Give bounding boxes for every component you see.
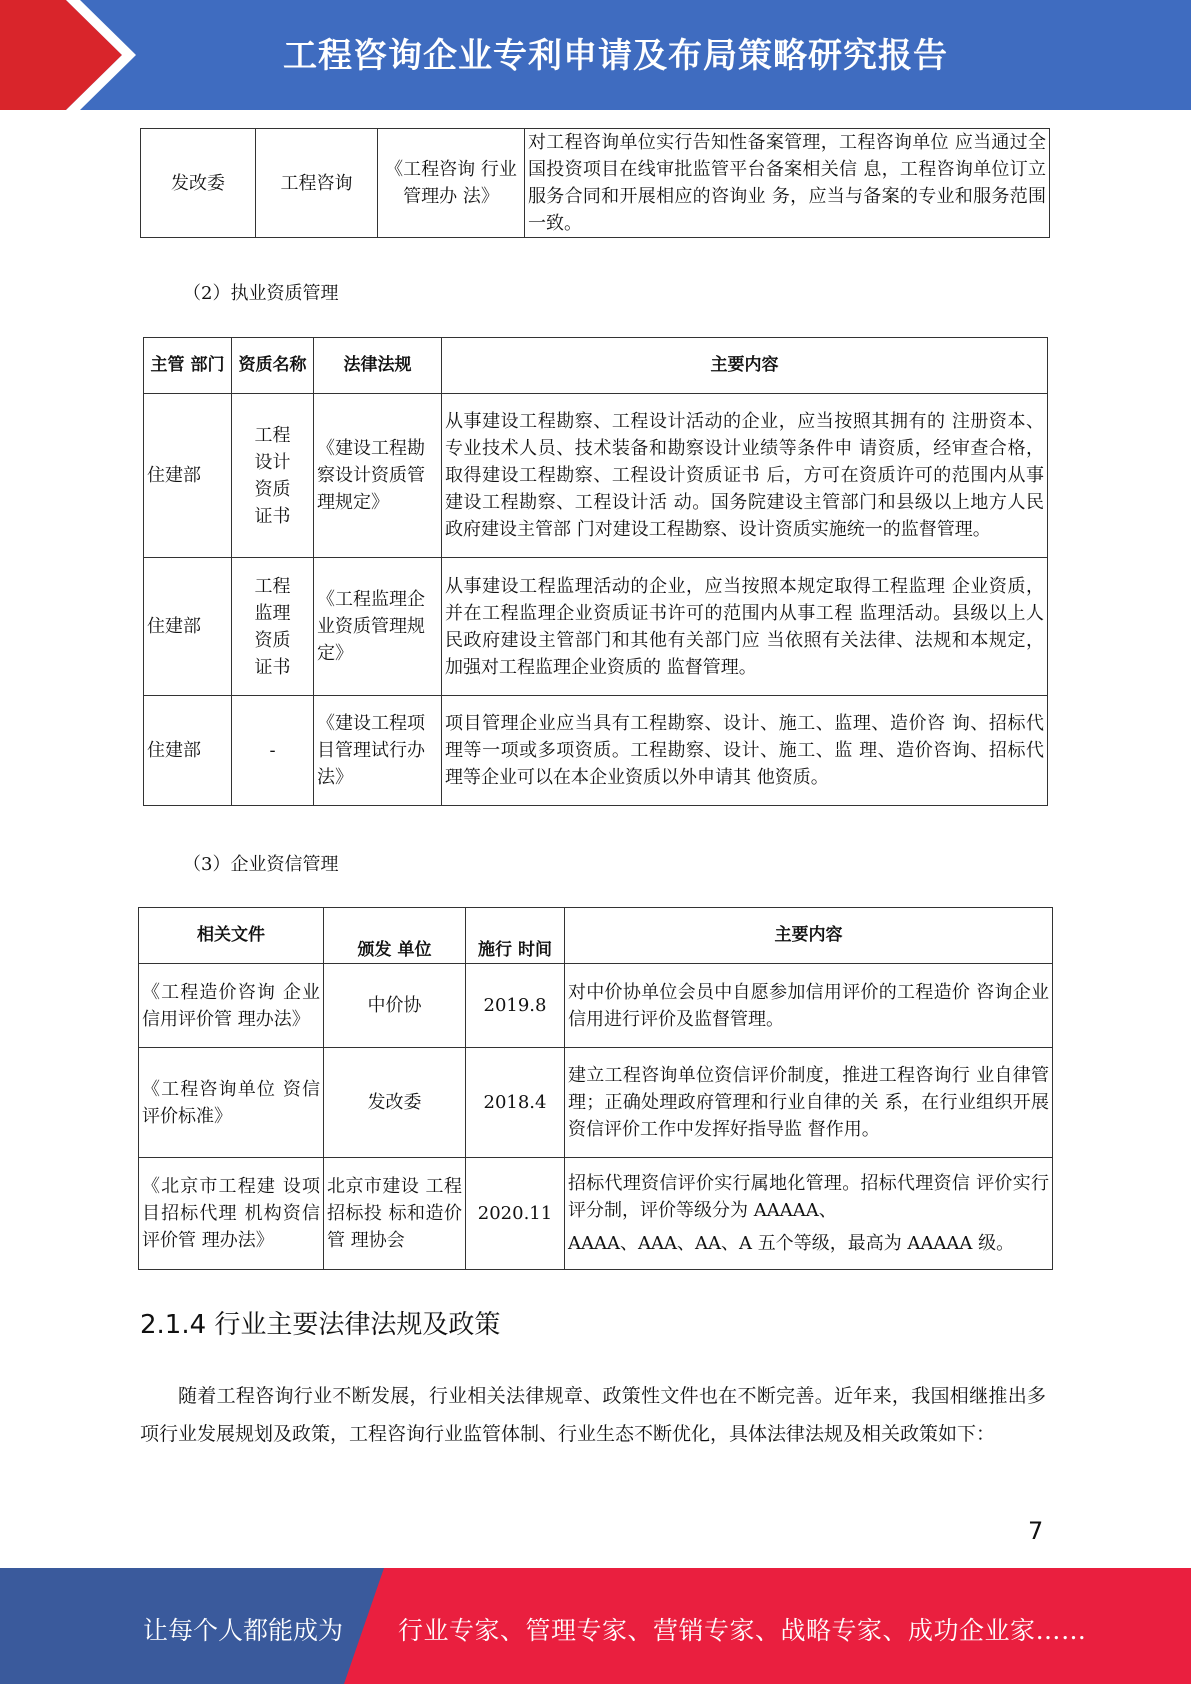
qualification-cell: 工程咨询 — [256, 129, 378, 238]
footer-slogan-left: 让每个人都能成为 — [143, 1616, 344, 1645]
content-cell: 建立工程咨询单位资信评价制度，推进工程咨询行 业自律管理；正确处理政府管理和行业自律的关 系，在行业组织开展资信评价工作中发挥好指导监 督作用。 — [565, 1048, 1053, 1158]
table-row — [141, 129, 1050, 238]
header-dept: 主管 部门 — [144, 338, 232, 394]
issuer-cell: 发改委 — [324, 1048, 466, 1158]
header-date: 施行 时间 — [466, 908, 565, 964]
content-cell: 从事建设工程监理活动的企业，应当按照本规定取得工程监理 企业资质，并在工程监理企业资质证书许可的范围内从事工程 监理活动。县级以上人民政府建设主管部门和其他有关部门应 当依照有关法律、法规和本规定，加强对工程监理企业资质的 监督管理。 — [442, 558, 1048, 696]
header-document: 相关文件 — [139, 908, 324, 964]
page-number: 7 — [1028, 1517, 1044, 1545]
law-cell: 《建设工程勘察设计资质管理规定》 — [314, 394, 442, 558]
date-cell: 2018.4 — [466, 1048, 565, 1158]
header-law: 法律法规 — [314, 338, 442, 394]
section-heading: 2.1.4 行业主要法律法规及政策 — [140, 1310, 501, 1340]
header-qualification: 资质名称 — [232, 338, 314, 394]
section-label-credit: （3）企业资信管理 — [183, 854, 339, 875]
table-header-row — [139, 908, 1053, 964]
table-row — [139, 1158, 1053, 1270]
table-continuation — [140, 128, 1050, 238]
qualification-cell: - — [232, 696, 314, 806]
content-line: 招标代理资信评价实行属地化管理。招标代理资信 评价实行评分制，评价等级分为 AAAAA、 — [568, 1173, 1049, 1221]
content-cell: 项目管理企业应当具有工程勘察、设计、施工、监理、造价咨 询、招标代理等一项或多项资质。工程勘察、设计、施工、监 理、造价咨询、招标代理等企业可以在本企业资质以外申请其 他资质。 — [442, 696, 1048, 806]
date-cell: 2019.8 — [466, 964, 565, 1048]
law-cell: 《工程咨询 行业管理办 法》 — [378, 129, 525, 238]
body-paragraph: 随着工程咨询行业不断发展，行业相关法律规章、政策性文件也在不断完善。近年来，我国相继推出多项行业发展规划及政策，工程咨询行业监管体制、行业生态不断优化，具体法律法规及相关政策如下： — [140, 1385, 1046, 1445]
footer-slogan-right: 行业专家、管理专家、营销专家、战略专家、成功企业家…… — [398, 1616, 1087, 1645]
dept-cell: 住建部 — [144, 394, 232, 558]
dept-cell: 住建部 — [144, 558, 232, 696]
table-row — [139, 964, 1053, 1048]
table-enterprise-credit — [138, 907, 1053, 1270]
table-row — [144, 394, 1048, 558]
content-cell: 对中价协单位会员中自愿参加信用评价的工程造价 咨询企业信用进行评价及监督管理。 — [565, 964, 1053, 1048]
table-practice-qualification — [143, 337, 1048, 806]
date-cell: 2020.11 — [466, 1158, 565, 1270]
issuer-cell: 中价协 — [324, 964, 466, 1048]
table-row — [144, 558, 1048, 696]
header-content: 主要内容 — [565, 908, 1053, 964]
content-cell — [565, 1158, 1053, 1270]
table-header-row — [144, 338, 1048, 394]
report-title: 工程咨询企业专利申请及布局策略研究报告 — [283, 36, 948, 76]
dept-cell: 住建部 — [144, 696, 232, 806]
document-cell: 《工程造价咨询 企业信用评价管 理办法》 — [139, 964, 324, 1048]
table-row — [139, 1048, 1053, 1158]
header-issuer: 颁发 单位 — [324, 908, 466, 964]
document-cell: 《北京市工程建 设项目招标代理 机构资信评价管 理办法》 — [139, 1158, 324, 1270]
qualification-cell: 工程设计资质证书 — [232, 394, 314, 558]
header-arrow-decoration — [0, 0, 160, 110]
content-line: AAAA、AAA、AA、A 五个等级，最高为 AAAAA 级。 — [568, 1233, 1015, 1254]
qualification-cell: 工程监理资质证书 — [232, 558, 314, 696]
page-footer — [0, 1568, 1191, 1684]
table-row — [144, 696, 1048, 806]
issuer-cell: 北京市建设 工程招标投 标和造价管 理协会 — [324, 1158, 466, 1270]
header-content: 主要内容 — [442, 338, 1048, 394]
law-cell: 《建设工程项目管理试行办法》 — [314, 696, 442, 806]
law-cell: 《工程监理企业资质管理规定》 — [314, 558, 442, 696]
content-cell: 对工程咨询单位实行告知性备案管理，工程咨询单位 应当通过全国投资项目在线审批监管平台备案相关信 息，工程咨询单位订立服务合同和开展相应的咨询业 务，应当与备案的专业和服务范围一致。 — [525, 129, 1050, 238]
content-cell: 从事建设工程勘察、工程设计活动的企业，应当按照其拥有的 注册资本、专业技术人员、技术装备和勘察设计业绩等条件申 请资质，经审查合格，取得建设工程勘察、工程设计资质证书 后，方可在资质许可的范围内从事建设工程勘察、工程设计活 动。国务院建设主管部门和县级以上地方人民政府建设主管部 门对建设工程勘察、设计资质实施统一的监督管理。 — [442, 394, 1048, 558]
document-cell: 《工程咨询单位 资信评价标准》 — [139, 1048, 324, 1158]
section-label-qualification: （2）执业资质管理 — [183, 283, 339, 304]
page-header — [0, 0, 1191, 110]
dept-cell: 发改委 — [141, 129, 256, 238]
